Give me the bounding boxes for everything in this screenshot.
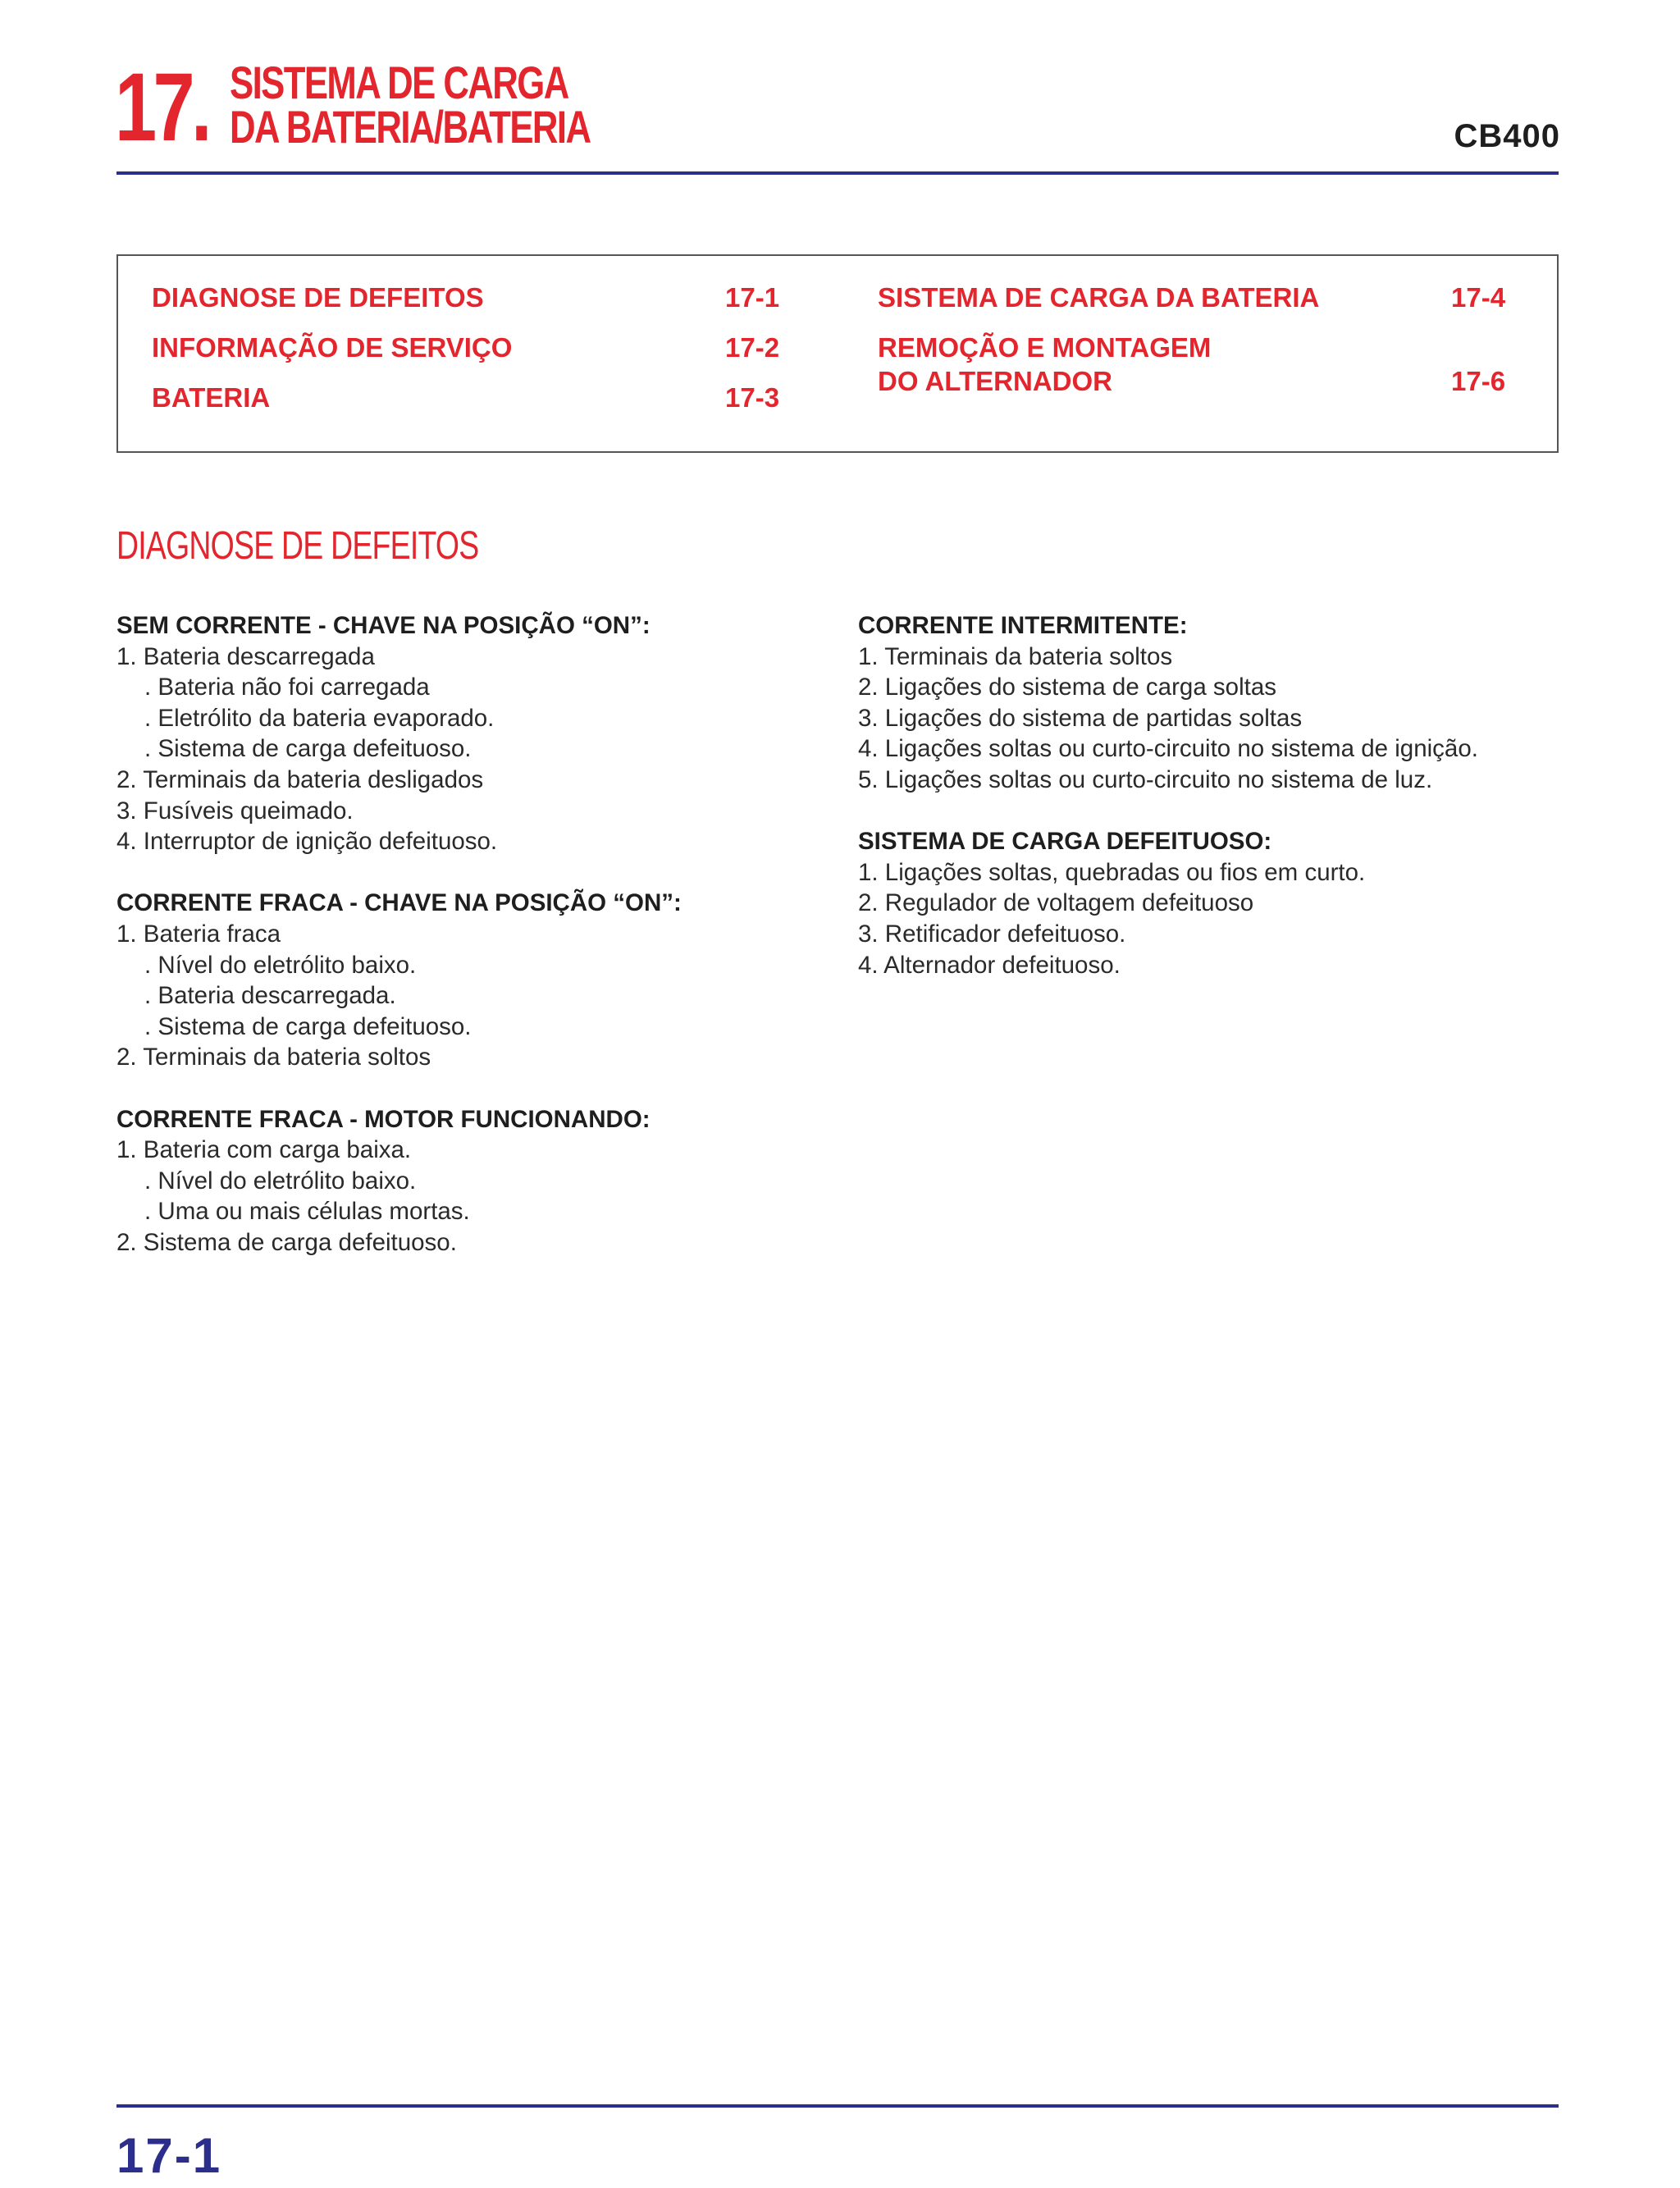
toc-page-diagnose: 17-1: [725, 282, 780, 313]
right-column: [858, 610, 1564, 1012]
list-subitem: . Bateria descarregada.: [144, 982, 396, 1010]
symptom-group: [858, 826, 1564, 980]
toc-page-alternador: 17-6: [1451, 366, 1506, 396]
group-heading: SEM CORRENTE - CHAVE NA POSIÇÃO “ON”:: [116, 612, 651, 639]
toc-item-alternador-line-2: DO ALTERNADOR: [878, 366, 1112, 396]
toc-item-alternador[interactable]: [878, 331, 1211, 398]
list-item: 1. Ligações soltas, quebradas ou fios em curto.: [858, 858, 1366, 886]
toc-page-bateria: 17-3: [725, 382, 780, 413]
list-item: 2. Regulador de voltagem defeituoso: [858, 889, 1254, 917]
list-item: 2. Terminais da bateria soltos: [116, 1044, 431, 1071]
list-item: 2. Terminais da bateria desligados: [116, 765, 484, 793]
group-heading: CORRENTE FRACA - CHAVE NA POSIÇÃO “ON”:: [116, 889, 682, 917]
list-item: 1. Bateria descarregada: [116, 642, 375, 670]
list-item: 1. Bateria fraca: [116, 920, 281, 948]
list-subitem: . Nível do eletrólito baixo.: [144, 1167, 417, 1194]
group-heading: CORRENTE FRACA - MOTOR FUNCIONANDO:: [116, 1105, 651, 1133]
table-of-contents: [116, 254, 1559, 453]
section-heading: DIAGNOSE DE DEFEITOS: [116, 524, 479, 568]
list-item: 4. Interruptor de ignição defeituoso.: [116, 828, 498, 856]
toc-item-diagnose[interactable]: DIAGNOSE DE DEFEITOS: [152, 282, 484, 313]
toc-page-informacao: 17-2: [725, 332, 780, 363]
symptom-group: [116, 610, 838, 857]
list-item: 4. Alternador defeituoso.: [858, 951, 1121, 979]
list-subitem: . Sistema de carga defeituoso.: [144, 1012, 472, 1040]
list-item: 1. Terminais da bateria soltos: [858, 642, 1173, 670]
list-subitem: . Sistema de carga defeituoso.: [144, 735, 472, 763]
group-heading: SISTEMA DE CARGA DEFEITUOSO:: [858, 828, 1272, 856]
list-subitem: . Bateria não foi carregada: [144, 674, 430, 701]
list-item: 4. Ligações soltas ou curto-circuito no sistema de ignição.: [858, 735, 1478, 763]
list-item: 2. Ligações do sistema de carga soltas: [858, 674, 1276, 701]
list-item: 1. Bateria com carga baixa.: [116, 1136, 412, 1164]
model-label: CB400: [1454, 118, 1560, 154]
header-rule: [116, 171, 1559, 175]
toc-page-sistema-de-carga: 17-4: [1451, 282, 1506, 313]
chapter-title-line-1: SISTEMA DE CARGA: [230, 57, 568, 108]
list-subitem: . Nível do eletrólito baixo.: [144, 951, 417, 979]
list-item: 5. Ligações soltas ou curto-circuito no sistema de luz.: [858, 765, 1433, 793]
footer-rule: [116, 2104, 1559, 2108]
toc-item-bateria[interactable]: BATERIA: [152, 382, 271, 413]
list-item: 3. Fusíveis queimado.: [116, 797, 354, 824]
toc-item-alternador-line-1: REMOÇÃO E MONTAGEM: [878, 332, 1212, 363]
chapter-number: 17.: [115, 53, 208, 162]
symptom-group: [116, 888, 838, 1073]
symptom-group: [858, 610, 1564, 796]
list-subitem: . Eletrólito da bateria evaporado.: [144, 704, 495, 732]
chapter-title: [230, 57, 591, 153]
group-heading: CORRENTE INTERMITENTE:: [858, 612, 1188, 639]
list-item: 3. Ligações do sistema de partidas soltas: [858, 704, 1303, 732]
toc-item-informacao[interactable]: INFORMAÇÃO DE SERVIÇO: [152, 332, 513, 363]
list-subitem: . Uma ou mais células mortas.: [144, 1198, 470, 1226]
list-item: 2. Sistema de carga defeituoso.: [116, 1228, 457, 1256]
chapter-title-line-2: DA BATERIA/BATERIA: [230, 101, 591, 153]
left-column: [116, 610, 838, 1289]
toc-item-sistema-de-carga[interactable]: SISTEMA DE CARGA DA BATERIA: [878, 282, 1320, 313]
list-item: 3. Retificador defeituoso.: [858, 920, 1126, 948]
page-number: 17-1: [116, 2128, 222, 2183]
symptom-group: [116, 1104, 838, 1258]
